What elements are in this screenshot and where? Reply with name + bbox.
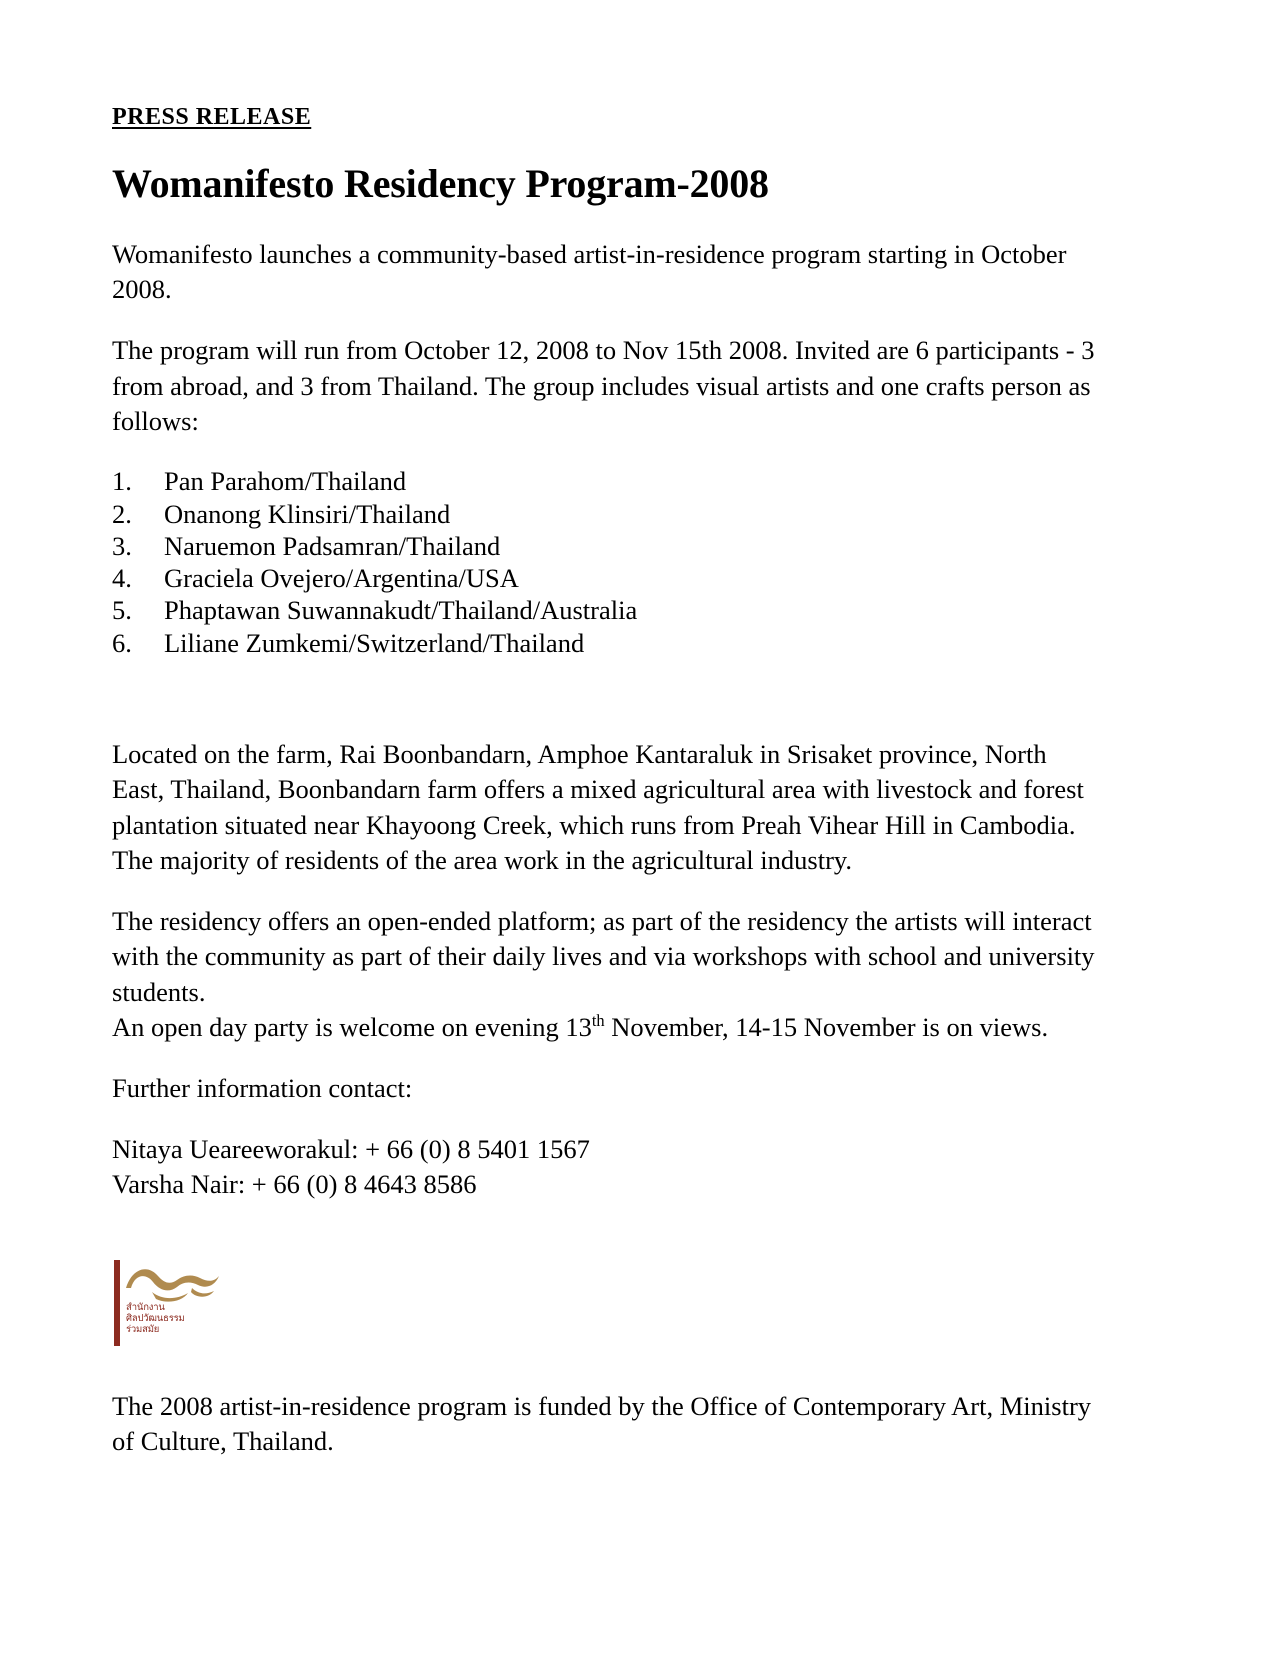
funding-note: The 2008 artist-in-residence program is funded by the Office of Contemporary Art, Ministry of Culture, Thailand. [112,1390,1092,1456]
list-item-label: Naruemon Padsamran/Thailand [164,530,501,561]
list-item-number: 3. [112,530,132,561]
intro-paragraph: Womanifesto launches a community-based artist-in-residence program starting in October 2008. [112,239,1067,305]
contact-heading: Further information contact: [112,1073,413,1104]
logo-thai-text [126,1302,222,1336]
list-item-label: Graciela Ovejero/Argentina/USA [164,563,519,594]
contact-nitaya: Nitaya Ueareeworakul: + 66 (0) 8 5401 1567 [112,1134,590,1165]
page-title: Womanifesto Residency Program-2008 [112,161,769,206]
list-item [112,562,1097,594]
list-item-number: 6. [112,627,132,658]
list-item [112,530,1097,562]
list-item [112,627,1097,659]
logo-wave-icon [122,1258,222,1304]
list-item-label: Phaptawan Suwannakudt/Thailand/Australia [164,595,638,626]
location-paragraph: Located on the farm, Rai Boonbandarn, Amphoe Kantaraluk in Srisaket province, North East, Thailand, Boonbandarn farm offers a mixed agricultural area with livestock and forest plantation situated near Khayoong Creek, which runs from Preah Vihear Hill in Cambodia. The majority of residents of the area work in the agricultural industry. [112,739,1084,875]
open-day-text-before: An open day party is welcome on evening 13 [112,1011,592,1042]
list-item-number: 2. [112,498,132,529]
logo-thai-line-2: ศิลปวัฒนธรรม [126,1313,185,1325]
logo-thai-line-1: สำนักงาน [126,1302,165,1313]
list-item-label: Pan Parahom/Thailand [164,466,407,497]
open-day-text-after: November, 14-15 November is on views. [604,1011,1049,1042]
open-day-ordinal-suffix: th [591,1010,605,1030]
list-item [112,594,1097,626]
contact-varsha: Varsha Nair: + 66 (0) 8 4643 8586 [112,1168,477,1199]
list-item-number: 1. [112,466,132,497]
office-of-contemporary-art-logo [114,1258,222,1346]
list-item [112,498,1097,530]
list-item-number: 4. [112,563,132,594]
open-day-paragraph [112,1010,1097,1045]
section-spacer [112,659,1097,737]
logo-vertical-bar [114,1260,120,1346]
list-item-label: Liliane Zumkemi/Switzerland/Thailand [164,627,585,658]
participants-list [112,465,1097,659]
residency-paragraph: The residency offers an open-ended platform; as part of the residency the artists will interact with the community as part of their daily lives and via workshops with school and university students. [112,906,1095,1007]
list-item [112,465,1097,497]
document-body [112,104,1097,1201]
press-release-label: PRESS RELEASE [112,104,312,130]
list-item-label: Onanong Klinsiri/Thailand [164,498,451,529]
logo-thai-line-3: ร่วมสมัย [126,1324,160,1336]
list-item-number: 5. [112,595,132,626]
program-overview-paragraph: The program will run from October 12, 2008 to Nov 15th 2008. Invited are 6 participants - 3 from abroad, and 3 from Thailand. The group includes visual artists and one crafts person as follows: [112,335,1095,436]
